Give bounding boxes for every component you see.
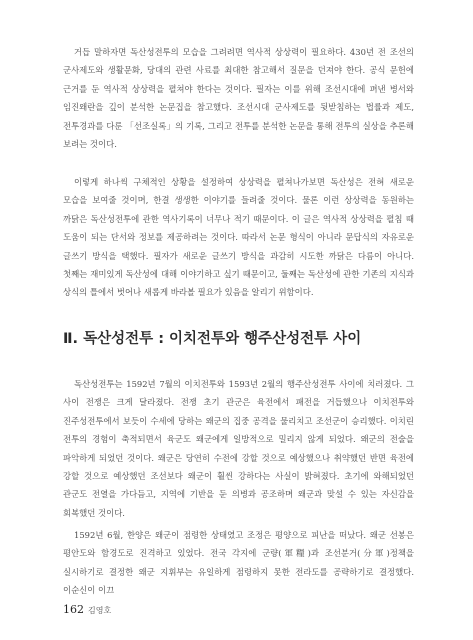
section-heading: Ⅱ. 독산성전투 : 이치전투와 행주산성전투 사이 (63, 331, 362, 347)
page-footer (63, 603, 111, 616)
body-paragraph: 거듭 말하자면 독산성전투의 모습을 그려려면 역사적 상상력이 필요하다. 430년 전 조선의 군사제도와 생활문화, 당대의 관련 사료를 최대한 참고해서 질문을 던져야 한다. 공식 문헌에 근거를 둔 역사적 상상력을 펼쳐야 한다는 것이다. 필자는 이를 위해 조선시대에 펴낸 병서와 임진왜란을 깊이 분석한 논문집을 참고했다. 조선시대 군사제도를 뒷받침하는 법률과 제도, 전투경과를 다룬 「선조실록」의 기록, 그리고 전투를 분석한 논문을 통해 전투의 실상을 추론해 보려는 것이다. (63, 47, 414, 150)
body-paragraph: 이렇게 하나씩 구체적인 상황을 설정하여 상상력을 펼쳐나가보면 독산성은 전혀 새로운 모습을 보여줄 것이며, 한결 생생한 이야기를 들려줄 것이다. 물론 이런 상상력을 동원하는 까닭은 독산성전투에 관한 역사기록이 너무나 적기 때문이다. 이 글은 역사적 상상력을 펼침 때 도움이 되는 단서와 정보를 제공하려는 것이다. 따라서 논문 형식이 아니라 문답식의 자유로운 글쓰기 방식을 택했다. 필자가 새로운 글쓰기 방식을 과감히 시도한 까닭은 다름이 아니다. 첫째는 재미있게 독산성에 대해 이야기하고 싶기 때문이고, 둘째는 독산성에 관한 기존의 지식과 상식의 틀에서 벗어나 새롭게 바라볼 필요가 있음을 알리기 위함이다. (63, 177, 414, 298)
body-paragraph: 독산성전투는 1592년 7월의 이치전투와 1593년 2월의 행주산성전투 사이에 치러졌다. 그 사이 전쟁은 크게 달라졌다. 전쟁 초기 관군은 육전에서 패전을 거듭했으나 이치전투와 진주성전투에서 보듯이 수세에 당하는 왜군의 집중 공격을 물리치고 조선군이 승리했다. 이치린 전투의 경험이 축적되면서 육군도 왜군에게 일방적으로 밀리지 않게 되었다. 왜군의 전술을 파악하게 되었던 것이다. 왜군은 당연히 수전에 강할 것으로 예상했으나 취약했던 반면 육전에 강할 것으로 예상했던 조선보다 왜군이 훨씬 강하다는 사실이 밝혀졌다. 초기에 와해되었던 관군도 전열을 가다듬고, 지역에 기반을 둔 의병과 공조하며 왜군과 맞설 수 있는 자신감을 회복했던 것이다. (63, 379, 414, 518)
author-name: 김영호 (88, 606, 112, 615)
body-paragraph: 1592년 6월, 한양은 왜군이 점령한 상태였고 조정은 평양으로 피난을 떠났다. 왜군 선봉은 평안도와 함경도로 진격하고 있었다. 전국 각지에 군량(軍糧)과 조선분거(分軍)정책을 실시하기로 결정한 왜군 지휘부는 유일하게 점령하지 못한 전라도를 공략하기로 결정했다. 이순신이 이끄 (63, 530, 414, 596)
page-number: 162 (63, 603, 84, 616)
